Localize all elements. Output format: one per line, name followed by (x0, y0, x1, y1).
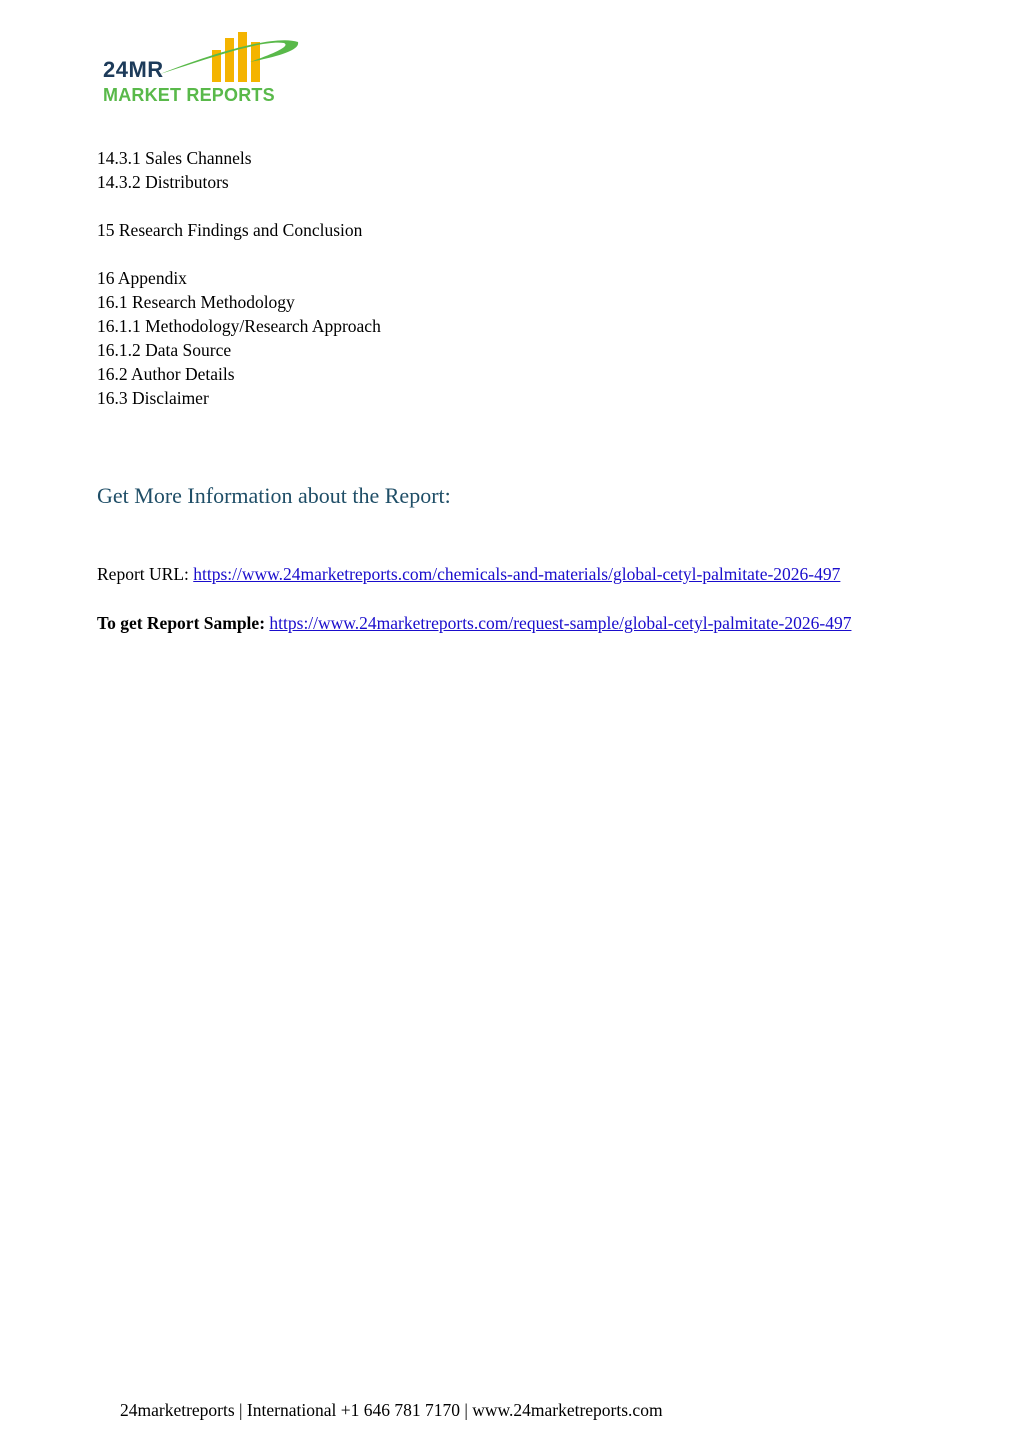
report-url-link[interactable]: https://www.24marketreports.com/chemicals-and-materials/global-cetyl-palmitate-2026-497 (193, 564, 841, 584)
report-sample-label: To get Report Sample: (97, 613, 270, 633)
toc-item: 16 Appendix (97, 268, 187, 288)
more-info-heading: Get More Information about the Report: (97, 483, 451, 508)
report-sample-line (97, 613, 851, 634)
report-sample-link[interactable]: https://www.24marketreports.com/request-sample/global-cetyl-palmitate-2026-497 (269, 613, 852, 633)
company-logo (100, 28, 310, 108)
logo-text-24mr: 24MR (103, 57, 164, 82)
logo-text-market-reports: MARKET REPORTS (103, 85, 275, 105)
toc-item: 16.1.2 Data Source (97, 340, 232, 360)
toc-item: 15 Research Findings and Conclusion (97, 220, 363, 240)
table-of-contents (97, 146, 381, 410)
toc-item: 16.1.1 Methodology/Research Approach (97, 316, 381, 336)
toc-item: 14.3.1 Sales Channels (97, 148, 252, 168)
toc-item: 16.2 Author Details (97, 364, 235, 384)
page-footer: 24marketreports | International +1 646 781 7170 | www.24marketreports.com (120, 1400, 663, 1420)
toc-item: 16.3 Disclaimer (97, 388, 209, 408)
report-url-label: Report URL: (97, 564, 194, 584)
report-url-line (97, 564, 840, 585)
toc-item: 14.3.2 Distributors (97, 172, 229, 192)
toc-item: 16.1 Research Methodology (97, 292, 295, 312)
